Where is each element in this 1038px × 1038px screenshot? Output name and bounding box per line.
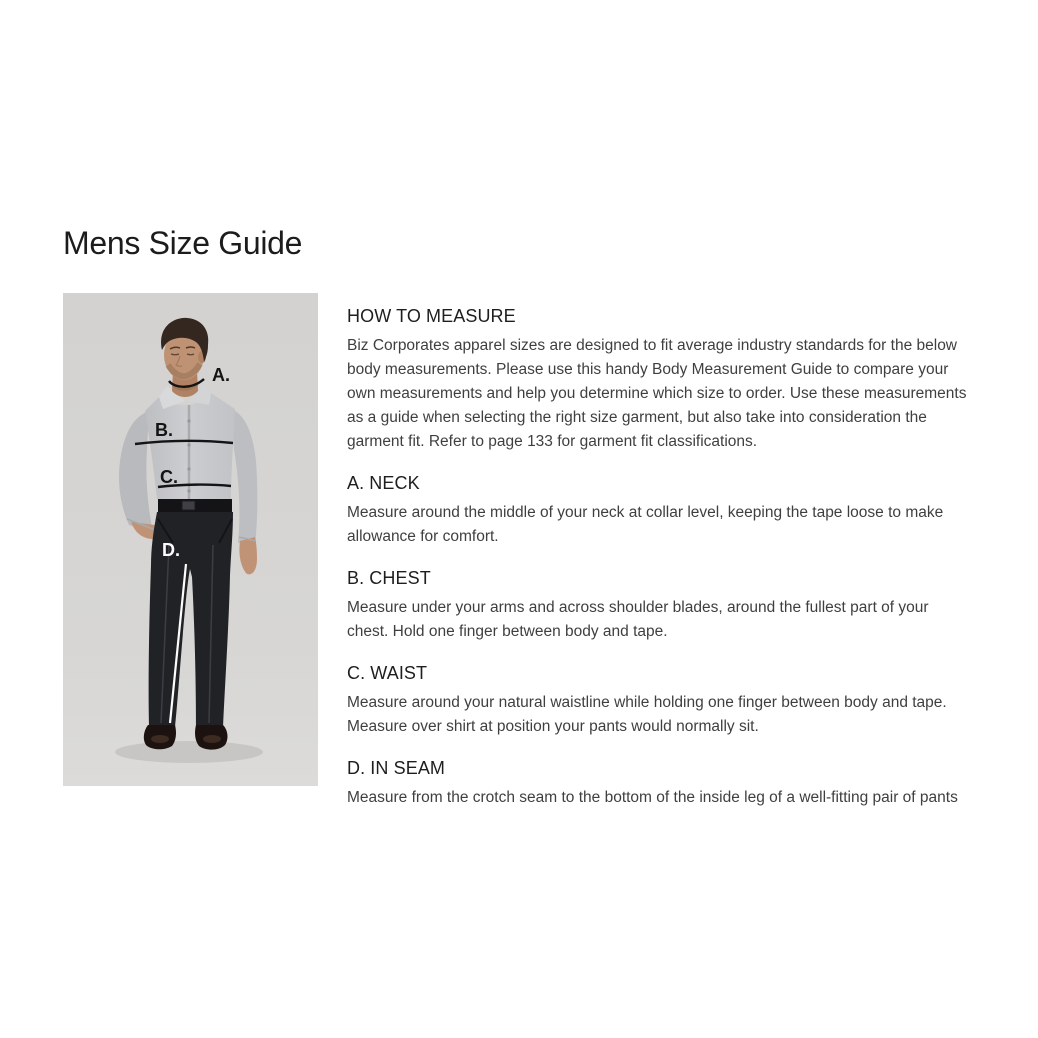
label-d-inseam: D. <box>162 540 180 560</box>
shirt-button <box>187 419 190 422</box>
shirt-button <box>187 443 190 446</box>
label-b-chest: B. <box>155 420 173 440</box>
section-inseam-heading: D. IN SEAM <box>347 758 446 778</box>
floor-shadow <box>115 741 263 763</box>
page-title: Mens Size Guide <box>63 225 303 261</box>
shirt-button <box>187 467 190 470</box>
how-to-measure-heading: HOW TO MEASURE <box>347 306 516 326</box>
right-shoe-shine <box>203 735 221 743</box>
content-row <box>63 293 971 827</box>
shirt-button <box>187 489 190 492</box>
section-waist-heading: C. WAIST <box>347 663 428 683</box>
section-neck-heading: A. NECK <box>347 473 420 493</box>
measure-guide-text <box>347 293 971 827</box>
left-shoe-shine <box>151 735 169 743</box>
label-a-neck: A. <box>212 365 230 385</box>
section-neck-body: Measure around the middle of your neck at collar level, keeping the tape loose to make allowance for comfort. <box>347 504 944 545</box>
section-waist-body: Measure around your natural waistline while holding one finger between body and tape. Measure over shirt at position your pants would normally sit. <box>347 694 947 735</box>
measurement-figure-illustration <box>63 293 318 786</box>
label-c-waist: C. <box>160 467 178 487</box>
belt-buckle <box>182 501 195 510</box>
section-inseam-body: Measure from the crotch seam to the bottom of the inside leg of a well-fitting pair of pants <box>347 789 958 806</box>
eye-left <box>171 354 179 355</box>
how-to-measure-body: Biz Corporates apparel sizes are designed to fit average industry standards for the below body measurements. Please use this handy Body Measurement Guide to compare your own measurements and help you determine which size to order. Use these measurements as a guide when selecting the right size garment, but also take into consideration the garment fit. Refer to page 133 for garment fit classifications. <box>347 337 967 450</box>
section-chest-body: Measure under your arms and across shoulder blades, around the fullest part of your chest. Hold one finger between body and tape. <box>347 599 929 640</box>
section-chest-heading: B. CHEST <box>347 568 431 588</box>
eye-right <box>187 354 194 355</box>
measurement-figure <box>63 293 318 786</box>
